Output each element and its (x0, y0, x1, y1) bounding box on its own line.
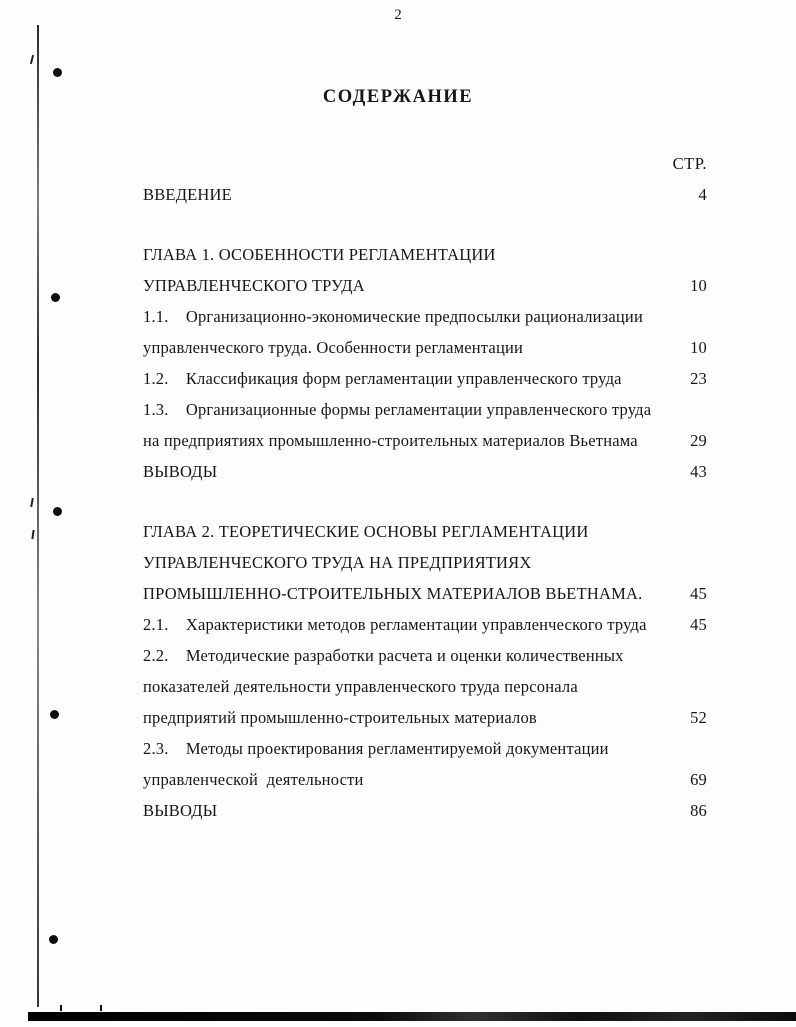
toc-row-text: 2.3. Методы проектирования регламентируемой документации (143, 739, 609, 758)
toc-row-text: 2.1. Характеристики методов регламентации управленческого труда (143, 615, 647, 634)
toc-row-text: ВЫВОДЫ (143, 801, 218, 820)
toc-row-text: на предприятиях промышленно-строительных материалов Вьетнама (143, 431, 638, 450)
document-title: СОДЕРЖАНИЕ (322, 87, 474, 107)
scan-bottom-edge (28, 1012, 796, 1021)
page-column-header: СТР. (672, 154, 707, 173)
toc-section (143, 239, 707, 487)
toc-row-text: ВВЕДЕНИЕ (143, 185, 232, 204)
scan-mark (60, 1005, 62, 1011)
toc-row-page: 4 (698, 185, 707, 204)
toc-row (143, 332, 707, 363)
toc-row-text: показателей деятельности управленческого труда персонала (143, 677, 578, 696)
binding-dot (51, 293, 60, 302)
toc-row (143, 547, 707, 578)
scan-mark (100, 1005, 102, 1011)
toc-row-page: 86 (690, 801, 707, 820)
toc-row-text: управленческого труда. Особенности регламентации (143, 338, 524, 357)
toc-row (143, 425, 707, 456)
binding-dot (49, 935, 58, 944)
toc-row-text: управленческой деятельности (143, 770, 364, 789)
toc-row-page: 45 (690, 584, 707, 603)
toc-row-page: 69 (690, 770, 707, 789)
toc-row (143, 301, 707, 332)
scan-mark (30, 55, 34, 64)
toc-row (143, 733, 707, 764)
toc-row-text: 1.3. Организационные формы регламентации управленческого труда (143, 400, 652, 419)
toc-body (143, 179, 707, 826)
toc-row (143, 609, 707, 640)
binding-dot (53, 68, 62, 77)
scan-edge-line (37, 25, 39, 1007)
toc-row (143, 270, 707, 301)
toc-row-text: ПРОМЫШЛЕННО-СТРОИТЕЛЬНЫХ МАТЕРИАЛОВ ВЬЕТНАМА. (143, 584, 643, 603)
toc-row-text: 1.1. Организационно-экономические предпосылки рационализации (143, 307, 643, 326)
toc-row-text: ВЫВОДЫ (143, 462, 218, 481)
scan-mark (31, 530, 34, 539)
toc-row-page: 10 (690, 338, 707, 357)
toc-row (143, 394, 707, 425)
page-number: 2 (394, 7, 402, 23)
toc-row (143, 179, 707, 210)
toc-row-text: предприятий промышленно-строительных материалов (143, 708, 537, 727)
binding-dot (53, 507, 62, 516)
toc-row-page: 29 (690, 431, 707, 450)
toc-row (143, 456, 707, 487)
toc-row-page: 45 (690, 615, 707, 634)
toc-row-text: 1.2. Классификация форм регламентации управленческого труда (143, 369, 622, 388)
toc-row (143, 702, 707, 733)
toc-row (143, 795, 707, 826)
toc-row (143, 363, 707, 394)
toc-row-text: УПРАВЛЕНЧЕСКОГО ТРУДА (143, 276, 365, 295)
toc-row (143, 764, 707, 795)
toc-row (143, 640, 707, 671)
toc-row (143, 578, 707, 609)
binding-dot (50, 710, 59, 719)
toc-row-text: 2.2. Методические разработки расчета и оценки количественных (143, 646, 624, 665)
toc-row-page: 23 (690, 369, 707, 388)
toc-section (143, 179, 707, 210)
toc-row-text: ГЛАВА 1. ОСОБЕННОСТИ РЕГЛАМЕНТАЦИИ (143, 245, 496, 264)
toc-row (143, 516, 707, 547)
toc-row-page: 52 (690, 708, 707, 727)
toc-section (143, 516, 707, 826)
scan-mark (30, 498, 34, 507)
toc-row-page: 10 (690, 276, 707, 295)
toc-row-page: 43 (690, 462, 707, 481)
toc-row (143, 671, 707, 702)
toc-row-text: УПРАВЛЕНЧЕСКОГО ТРУДА НА ПРЕДПРИЯТИЯХ (143, 553, 532, 572)
toc-row-text: ГЛАВА 2. ТЕОРЕТИЧЕСКИЕ ОСНОВЫ РЕГЛАМЕНТАЦИИ (143, 522, 589, 541)
toc-row (143, 239, 707, 270)
table-of-contents (143, 148, 707, 826)
